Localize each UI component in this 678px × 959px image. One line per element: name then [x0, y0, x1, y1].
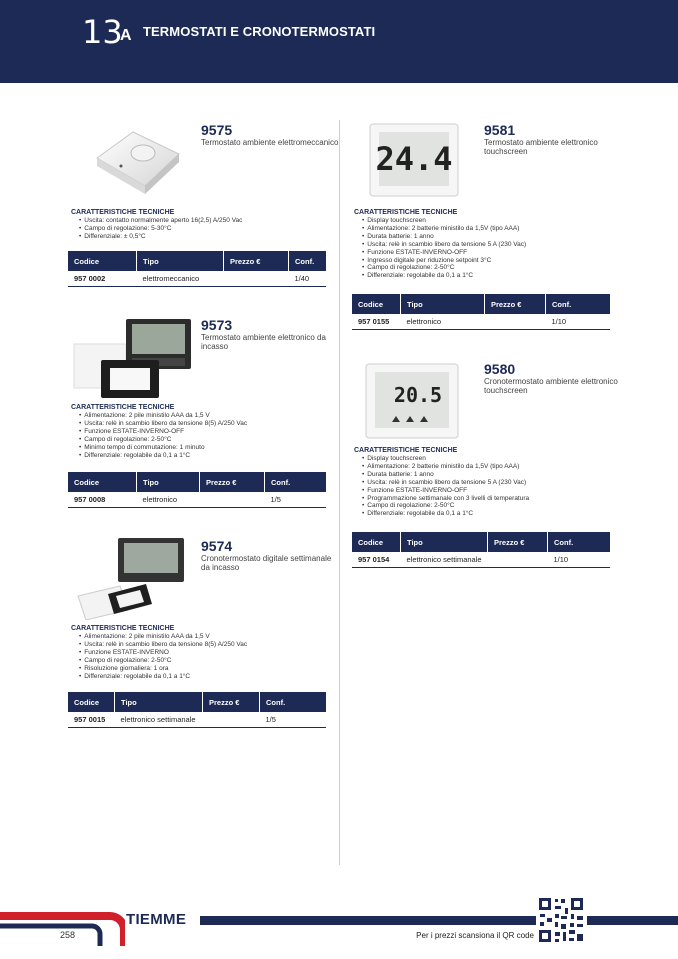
spec-item: • Funzione ESTATE-INVERNO-OFF: [362, 249, 526, 257]
product-code: 9581: [484, 122, 516, 138]
product-code: 9575: [201, 122, 233, 138]
spec-item: • Differenziale: regolabile da 0,1 a 1°C: [79, 673, 247, 681]
chapter-suffix: A: [120, 27, 132, 44]
thermostat-9580-image: [364, 362, 462, 440]
specs-heading: CARATTERISTICHE TECNICHE: [354, 447, 458, 454]
spec-item: • Funzione ESTATE-INVERNO: [79, 649, 247, 657]
spec-item: • Campo di regolazione: 2-50°C: [79, 436, 247, 444]
specs-list: [79, 217, 242, 241]
footer-bar: [200, 916, 536, 925]
spec-item: • Uscita: contatto normalmente aperto 16(2,5) A/250 Vac: [79, 217, 242, 225]
spec-item: • Campo di regolazione: 2-50°C: [362, 264, 526, 272]
specs-list: [362, 217, 526, 280]
thermostat-9581-image: [368, 122, 462, 200]
spec-item: • Differenziale: ± 0,5°C: [79, 233, 242, 241]
specs-list: [79, 633, 247, 680]
brand-logo: TIEMME: [126, 911, 187, 928]
thermostat-9574-image: [72, 534, 192, 620]
spec-item: • Funzione ESTATE-INVERNO-OFF: [362, 487, 529, 495]
spec-item: • Uscita: relè in scambio libero da tensione 8(5) A/250 Vac: [79, 420, 247, 428]
product-description: Termostato ambiente elettronico touchscreen: [484, 138, 598, 156]
spec-item: • Uscita: relè in scambio libero da tensione 5 A (230 Vac): [362, 241, 526, 249]
spec-item: • Campo di regolazione: 2-50°C: [362, 502, 529, 510]
spec-item: • Uscita: relè in scambio libero da tensione 8(5) A/250 Vac: [79, 641, 247, 649]
price-table: Codice Tipo Prezzo € Conf. 957 0155 elettronico 1/10: [352, 294, 610, 330]
qr-caption: Per i prezzi scansiona il QR code: [416, 931, 534, 940]
chapter-title: TERMOSTATI E CRONOTERMOSTATI: [143, 24, 376, 39]
product-code: 9574: [201, 538, 233, 554]
spec-item: • Alimentazione: 2 pile ministilo AAA da 1,5 V: [79, 412, 247, 420]
column-divider: [339, 120, 340, 865]
spec-item: • Campo di regolazione: 2-50°C: [79, 657, 247, 665]
specs-list: [362, 455, 529, 518]
spec-item: • Durata batterie: 1 anno: [362, 233, 526, 241]
spec-item: • Display touchscreen: [362, 217, 526, 225]
spec-item: • Durata batterie: 1 anno: [362, 471, 529, 479]
product-description: Termostato ambiente elettromeccanico: [201, 138, 339, 147]
price-table: Codice Tipo Prezzo € Conf. 957 0008 elettronico 1/5: [68, 472, 326, 508]
product-description: Termostato ambiente elettronico da incasso: [201, 333, 326, 351]
footer-red-hook: [0, 908, 125, 946]
spec-item: • Programmazione settimanale con 3 livelli di temperatura: [362, 495, 529, 503]
chapter-number: 13: [82, 13, 123, 51]
product-code: 9573: [201, 317, 233, 333]
specs-list: [79, 412, 247, 459]
spec-item: • Differenziale: regolabile da 0,1 a 1°C: [362, 510, 529, 518]
price-table: Codice Tipo Prezzo € Conf. 957 0154 elettronico settimanale 1/10: [352, 532, 610, 568]
spec-item: • Alimentazione: 2 pile ministilo AAA da 1,5 V: [79, 633, 247, 641]
product-description: Cronotermostato ambiente elettronico touchscreen: [484, 377, 618, 395]
qr-code-icon[interactable]: [537, 896, 585, 944]
thermostat-9575-image: [85, 120, 185, 198]
table-row: 957 0154 elettronico settimanale 1/10: [352, 552, 610, 568]
spec-item: • Risoluzione giornaliera: 1 ora: [79, 665, 247, 673]
specs-heading: CARATTERISTICHE TECNICHE: [71, 209, 175, 216]
spec-item: • Campo di regolazione: 5-30°C: [79, 225, 242, 233]
specs-heading: CARATTERISTICHE TECNICHE: [354, 209, 458, 216]
product-code: 9580: [484, 361, 516, 377]
display-reading: 20.5: [393, 383, 443, 407]
page-number: 258: [60, 930, 76, 940]
table-row: 957 0002 elettromeccanico 1/40: [68, 271, 326, 287]
spec-item: • Alimentazione: 2 batterie ministilo da 1,5V (tipo AAA): [362, 463, 529, 471]
spec-item: • Alimentazione: 2 batterie ministilo da 1,5V (tipo AAA): [362, 225, 526, 233]
col-codice: Codice: [68, 251, 137, 271]
footer-bar-right: [587, 916, 678, 925]
spec-item: • Differenziale: regolabile da 0,1 a 1°C: [362, 272, 526, 280]
spec-item: • Differenziale: regolabile da 0,1 a 1°C: [79, 452, 247, 460]
price-table: Codice Tipo Prezzo € Conf. 957 0015 elettronico settimanale 1/5: [68, 692, 326, 728]
spec-item: • Funzione ESTATE-INVERNO-OFF: [79, 428, 247, 436]
spec-item: • Display touchscreen: [362, 455, 529, 463]
table-row: 957 0155 elettronico 1/10: [352, 314, 610, 330]
col-prezzo: Prezzo €: [224, 251, 289, 271]
spec-item: • Minimo tempo di commutazione: 1 minuto: [79, 444, 247, 452]
col-tipo: Tipo: [137, 251, 224, 271]
specs-heading: CARATTERISTICHE TECNICHE: [71, 404, 175, 411]
price-table: [68, 251, 326, 287]
thermostat-9573-image: [70, 314, 195, 400]
display-reading: 24.4: [375, 140, 453, 178]
product-description: Cronotermostato digitale settimanale da incasso: [201, 554, 332, 572]
col-conf: Conf.: [289, 251, 327, 271]
specs-heading: CARATTERISTICHE TECNICHE: [71, 625, 175, 632]
spec-item: • Ingresso digitale per riduzione setpoint 3°C: [362, 257, 526, 265]
spec-item: • Uscita: relè in scambio libero da tensione 5 A (230 Vac): [362, 479, 529, 487]
chapter-header: [0, 0, 678, 83]
table-row: 957 0015 elettronico settimanale 1/5: [68, 712, 326, 728]
table-row: 957 0008 elettronico 1/5: [68, 492, 326, 508]
